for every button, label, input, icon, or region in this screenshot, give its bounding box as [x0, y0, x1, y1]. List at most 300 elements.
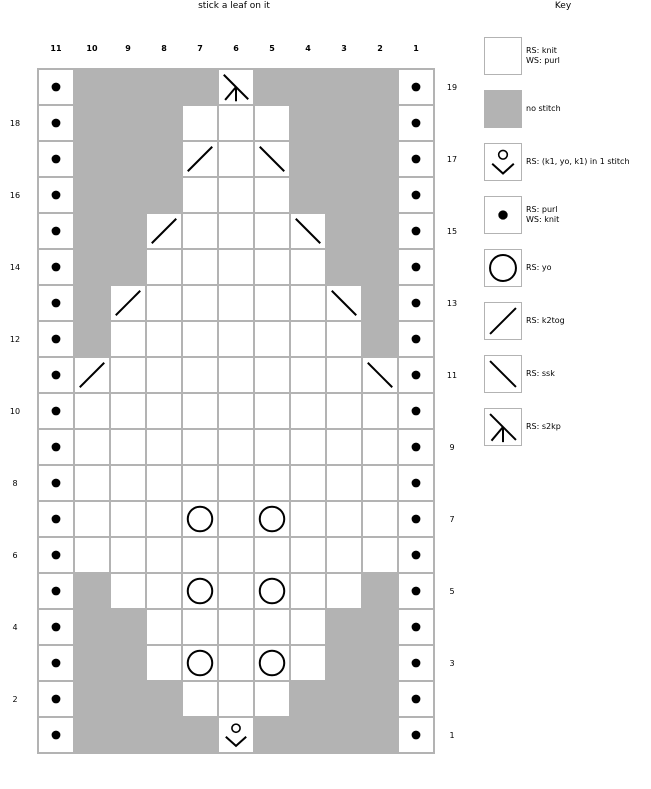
chart-cell	[362, 177, 398, 213]
chart-cell	[74, 573, 110, 609]
chart-cell	[146, 141, 182, 177]
chart-cell	[362, 69, 398, 105]
chart-cell	[110, 645, 146, 681]
chart-cell	[39, 70, 73, 104]
chart-cell	[399, 178, 433, 212]
chart-cell	[399, 70, 433, 104]
chart-cell	[254, 717, 290, 753]
chart-cell	[327, 538, 361, 572]
no-stitch-cell	[146, 717, 182, 753]
row-number: 9	[449, 443, 455, 452]
chart-cell	[39, 106, 73, 140]
chart-cell	[362, 141, 398, 177]
purl-dot-icon	[52, 263, 61, 272]
chart-cell	[39, 214, 73, 248]
chart-cell	[39, 502, 73, 536]
no-stitch-cell	[146, 141, 182, 177]
row-number: 4	[12, 623, 18, 632]
chart-cell	[255, 142, 289, 176]
chart-cell	[110, 609, 146, 645]
chart-cell	[147, 574, 181, 608]
chart-cell	[255, 214, 289, 248]
no-stitch-cell	[290, 141, 326, 177]
no-stitch-cell	[74, 69, 110, 105]
chart-cell	[255, 394, 289, 428]
chart-cell	[399, 718, 433, 752]
key-label	[526, 104, 561, 114]
no-stitch-cell	[290, 177, 326, 213]
chart-title: stick a leaf on it	[198, 1, 270, 11]
purl-dot-icon	[52, 623, 61, 632]
chart-cell	[111, 502, 145, 536]
chart-cell	[183, 466, 217, 500]
chart-cell	[147, 466, 181, 500]
chart-cell	[326, 249, 362, 285]
key-label	[526, 369, 555, 379]
key-item-k2tog	[484, 302, 522, 340]
chart-cell	[363, 466, 397, 500]
no-stitch-cell	[290, 717, 326, 753]
chart-cell	[219, 214, 253, 248]
chart-cell	[147, 286, 181, 320]
row-number: 12	[9, 335, 21, 344]
chart-cell	[74, 177, 110, 213]
chart-cell	[219, 430, 253, 464]
column-number: 6	[233, 44, 239, 53]
no-stitch-cell	[362, 141, 398, 177]
chart-cell	[290, 69, 326, 105]
chart-cell	[399, 538, 433, 572]
chart-cell	[254, 69, 290, 105]
chart-cell	[255, 682, 289, 716]
key-label	[526, 422, 561, 432]
chart-cell	[147, 250, 181, 284]
chart-cell	[39, 142, 73, 176]
chart-cell	[363, 394, 397, 428]
chart-cell	[255, 646, 289, 680]
no-stitch-cell	[110, 717, 146, 753]
no-stitch-cell	[74, 105, 110, 141]
chart-cell	[326, 69, 362, 105]
column-number: 9	[125, 44, 131, 53]
no-stitch-cell	[326, 105, 362, 141]
chart-cell	[399, 286, 433, 320]
no-stitch-cell	[110, 681, 146, 717]
row-number: 1	[449, 731, 455, 740]
chart-cell	[183, 502, 217, 536]
key-label-line: WS: purl	[526, 56, 560, 65]
chart-cell	[291, 250, 325, 284]
chart-cell	[255, 286, 289, 320]
chart-cell	[183, 106, 217, 140]
chart-cell	[183, 142, 217, 176]
key-title: Key	[554, 1, 572, 11]
row-number: 11	[446, 371, 458, 380]
chart-cell	[111, 466, 145, 500]
purl-dot-icon	[412, 479, 421, 488]
no-stitch-cell	[146, 681, 182, 717]
chart-cell	[147, 214, 181, 248]
no-stitch-cell	[254, 69, 290, 105]
chart-cell	[146, 681, 182, 717]
no-stitch-cell	[362, 717, 398, 753]
chart-cell	[147, 610, 181, 644]
chart-cell	[39, 646, 73, 680]
key-item-ssk	[484, 355, 522, 393]
chart-cell	[183, 250, 217, 284]
chart-cell	[147, 358, 181, 392]
key-label	[526, 316, 565, 326]
no-stitch-cell	[362, 105, 398, 141]
chart-cell	[219, 682, 253, 716]
purl-dot-icon	[412, 695, 421, 704]
no-stitch-cell	[74, 717, 110, 753]
chart-cell	[75, 466, 109, 500]
chart-cell	[219, 466, 253, 500]
chart-cell	[39, 574, 73, 608]
chart-cell	[291, 430, 325, 464]
chart-cell	[255, 322, 289, 356]
key-label-line: RS: ssk	[526, 369, 555, 378]
key-label	[526, 263, 552, 273]
chart-cell	[183, 682, 217, 716]
chart-cell	[39, 610, 73, 644]
purl-dot-icon	[52, 551, 61, 560]
no-stitch-cell	[362, 213, 398, 249]
purl-dot-icon	[412, 371, 421, 380]
chart-cell	[74, 213, 110, 249]
row-number: 18	[9, 119, 21, 128]
chart-cell	[255, 538, 289, 572]
purl-dot-icon	[52, 479, 61, 488]
chart-cell	[75, 358, 109, 392]
chart-cell	[219, 322, 253, 356]
no-stitch-cell	[74, 681, 110, 717]
no-stitch-cell	[74, 321, 110, 357]
no-stitch-cell	[326, 141, 362, 177]
chart-cell	[255, 106, 289, 140]
key-label-line: RS: (k1, yo, k1) in 1 stitch	[526, 157, 630, 166]
purl-dot-icon	[52, 659, 61, 668]
no-stitch-cell	[182, 69, 218, 105]
chart-cell	[326, 645, 362, 681]
chart-cell	[327, 430, 361, 464]
purl-dot-icon	[52, 191, 61, 200]
no-stitch-cell	[362, 285, 398, 321]
chart-cell	[74, 249, 110, 285]
chart-cell	[39, 250, 73, 284]
chart-cell	[219, 610, 253, 644]
purl-dot-icon	[52, 83, 61, 92]
key-label-line: RS: k2tog	[526, 316, 565, 325]
key-item-purl	[484, 196, 522, 234]
chart-cell	[39, 718, 73, 752]
chart-cell	[290, 681, 326, 717]
chart-cell	[291, 358, 325, 392]
no-stitch-cell	[362, 609, 398, 645]
chart-cell	[219, 646, 253, 680]
chart-cell	[74, 141, 110, 177]
no-stitch-cell	[326, 681, 362, 717]
chart-cell	[147, 322, 181, 356]
chart-cell	[147, 430, 181, 464]
chart-cell	[363, 538, 397, 572]
key-label	[526, 46, 560, 66]
chart-cell	[219, 250, 253, 284]
chart-cell	[75, 394, 109, 428]
no-stitch-cell	[110, 141, 146, 177]
chart-cell	[399, 646, 433, 680]
column-number: 2	[377, 44, 383, 53]
chart-cell	[75, 538, 109, 572]
chart-cell	[399, 610, 433, 644]
column-number: 4	[305, 44, 311, 53]
chart-cell	[147, 538, 181, 572]
no-stitch-cell	[110, 105, 146, 141]
chart-cell	[255, 610, 289, 644]
chart-cell	[326, 609, 362, 645]
chart-cell	[291, 502, 325, 536]
purl-dot-icon	[412, 263, 421, 272]
no-stitch-cell	[74, 573, 110, 609]
purl-dot-icon	[412, 443, 421, 452]
no-stitch-cell	[362, 321, 398, 357]
chart-cell	[255, 574, 289, 608]
purl-dot-icon	[412, 299, 421, 308]
chart-cell	[327, 466, 361, 500]
purl-dot-icon	[52, 299, 61, 308]
chart-cell	[255, 502, 289, 536]
chart-cell	[74, 321, 110, 357]
chart-cell	[255, 250, 289, 284]
no-stitch-cell	[74, 285, 110, 321]
chart-cell	[327, 358, 361, 392]
purl-dot-icon	[52, 155, 61, 164]
chart-cell	[291, 610, 325, 644]
purl-dot-icon	[412, 335, 421, 344]
chart-cell	[327, 286, 361, 320]
purl-dot-icon	[412, 83, 421, 92]
chart-cell	[399, 394, 433, 428]
chart-cell	[147, 646, 181, 680]
purl-dot-icon	[412, 587, 421, 596]
purl-dot-icon	[412, 551, 421, 560]
column-number: 7	[197, 44, 203, 53]
row-number: 13	[446, 299, 458, 308]
key-label	[526, 157, 630, 167]
chart-cell	[399, 142, 433, 176]
chart-cell	[399, 250, 433, 284]
key-item-yo	[484, 249, 522, 287]
no-stitch-cell	[326, 645, 362, 681]
chart-cell	[326, 105, 362, 141]
no-stitch-cell	[146, 177, 182, 213]
purl-dot-icon	[52, 695, 61, 704]
chart-cell	[399, 322, 433, 356]
key-item-knit	[484, 37, 522, 75]
chart-cell	[111, 286, 145, 320]
row-number: 15	[446, 227, 458, 236]
purl-dot-icon	[52, 587, 61, 596]
chart-cell	[219, 106, 253, 140]
chart-cell	[219, 718, 253, 752]
chart-cell	[363, 502, 397, 536]
chart-cell	[74, 645, 110, 681]
key-label-line: no stitch	[526, 104, 561, 113]
purl-dot-icon	[412, 623, 421, 632]
chart-cell	[326, 717, 362, 753]
chart-cell	[110, 69, 146, 105]
row-number: 6	[12, 551, 18, 560]
row-number: 5	[449, 587, 455, 596]
row-number: 3	[449, 659, 455, 668]
chart-cell	[362, 285, 398, 321]
chart-cell	[39, 394, 73, 428]
purl-dot-icon	[412, 119, 421, 128]
chart-cell	[327, 574, 361, 608]
no-stitch-cell	[110, 69, 146, 105]
key-label-line: WS: knit	[526, 215, 560, 224]
purl-dot-icon	[412, 659, 421, 668]
chart-cell	[183, 610, 217, 644]
chart-cell	[74, 717, 110, 753]
chart-cell	[219, 538, 253, 572]
no-stitch-cell	[110, 213, 146, 249]
chart-cell	[111, 322, 145, 356]
purl-dot-icon	[412, 191, 421, 200]
chart-cell	[399, 682, 433, 716]
chart-cell	[362, 573, 398, 609]
chart-cell	[147, 502, 181, 536]
chart-cell	[362, 681, 398, 717]
key-label-line: RS: yo	[526, 263, 552, 272]
chart-cell	[111, 538, 145, 572]
key-label-line: RS: knit	[526, 46, 557, 55]
chart-cell	[39, 430, 73, 464]
purl-dot-icon	[412, 407, 421, 416]
purl-dot-icon	[52, 119, 61, 128]
no-stitch-cell	[326, 249, 362, 285]
chart-cell	[39, 322, 73, 356]
chart-cell	[146, 105, 182, 141]
chart-cell	[327, 394, 361, 428]
chart-cell	[183, 538, 217, 572]
no-stitch-cell	[326, 177, 362, 213]
chart-cell	[290, 141, 326, 177]
chart-cell	[399, 358, 433, 392]
chart-cell	[183, 358, 217, 392]
chart-cell	[110, 213, 146, 249]
chart-cell	[291, 646, 325, 680]
purl-dot-icon	[52, 335, 61, 344]
chart-cell	[363, 430, 397, 464]
chart-cell	[39, 286, 73, 320]
chart-cell	[39, 538, 73, 572]
chart-cell	[39, 682, 73, 716]
chart-cell	[75, 430, 109, 464]
chart-cell	[219, 574, 253, 608]
no-stitch-cell	[362, 645, 398, 681]
chart-cell	[183, 214, 217, 248]
chart-cell	[111, 358, 145, 392]
chart-cell	[362, 249, 398, 285]
row-number: 16	[9, 191, 21, 200]
chart-cell	[291, 394, 325, 428]
no-stitch-cell	[110, 645, 146, 681]
chart-cell	[326, 177, 362, 213]
chart-cell	[74, 105, 110, 141]
chart-cell	[362, 717, 398, 753]
chart-cell	[74, 681, 110, 717]
chart-cell	[39, 178, 73, 212]
chart-cell	[362, 321, 398, 357]
column-number: 1	[413, 44, 419, 53]
purl-dot-icon	[52, 227, 61, 236]
chart-cell	[146, 177, 182, 213]
purl-dot-icon	[52, 443, 61, 452]
chart-cell	[362, 645, 398, 681]
purl-dot-icon	[52, 731, 61, 740]
column-number: 11	[50, 44, 62, 53]
row-number: 19	[446, 83, 458, 92]
column-number: 10	[86, 44, 98, 53]
chart-cell	[399, 430, 433, 464]
row-number: 7	[449, 515, 455, 524]
no-stitch-cell	[146, 105, 182, 141]
chart-cell	[291, 466, 325, 500]
chart-cell	[255, 178, 289, 212]
chart-cell	[219, 286, 253, 320]
chart-cell	[146, 69, 182, 105]
chart-cell	[111, 394, 145, 428]
no-stitch-cell	[326, 609, 362, 645]
chart-cell	[110, 249, 146, 285]
no-stitch-cell	[362, 681, 398, 717]
chart-cell	[110, 717, 146, 753]
chart-cell	[399, 106, 433, 140]
chart-cell	[219, 358, 253, 392]
chart-cell	[39, 358, 73, 392]
no-stitch-cell	[74, 645, 110, 681]
chart-cell	[183, 178, 217, 212]
chart-cell	[362, 213, 398, 249]
chart-cell	[326, 141, 362, 177]
no-stitch-cell	[290, 681, 326, 717]
chart-cell	[183, 286, 217, 320]
no-stitch-cell	[110, 249, 146, 285]
chart-cell	[110, 177, 146, 213]
chart-cell	[399, 214, 433, 248]
no-stitch-cell	[362, 69, 398, 105]
key-item-none	[484, 90, 522, 128]
chart-cell	[74, 285, 110, 321]
chart-cell	[255, 466, 289, 500]
no-stitch-cell	[326, 213, 362, 249]
row-number: 14	[9, 263, 21, 272]
chart-cell	[39, 466, 73, 500]
chart-cell	[219, 394, 253, 428]
chart-cell	[146, 717, 182, 753]
no-stitch-cell	[74, 249, 110, 285]
chart-cell	[110, 141, 146, 177]
no-stitch-cell	[146, 69, 182, 105]
purl-dot-icon	[52, 407, 61, 416]
no-stitch-cell	[110, 609, 146, 645]
purl-dot-icon	[52, 371, 61, 380]
chart-cell	[291, 538, 325, 572]
no-stitch-cell	[110, 177, 146, 213]
chart-cell	[219, 502, 253, 536]
